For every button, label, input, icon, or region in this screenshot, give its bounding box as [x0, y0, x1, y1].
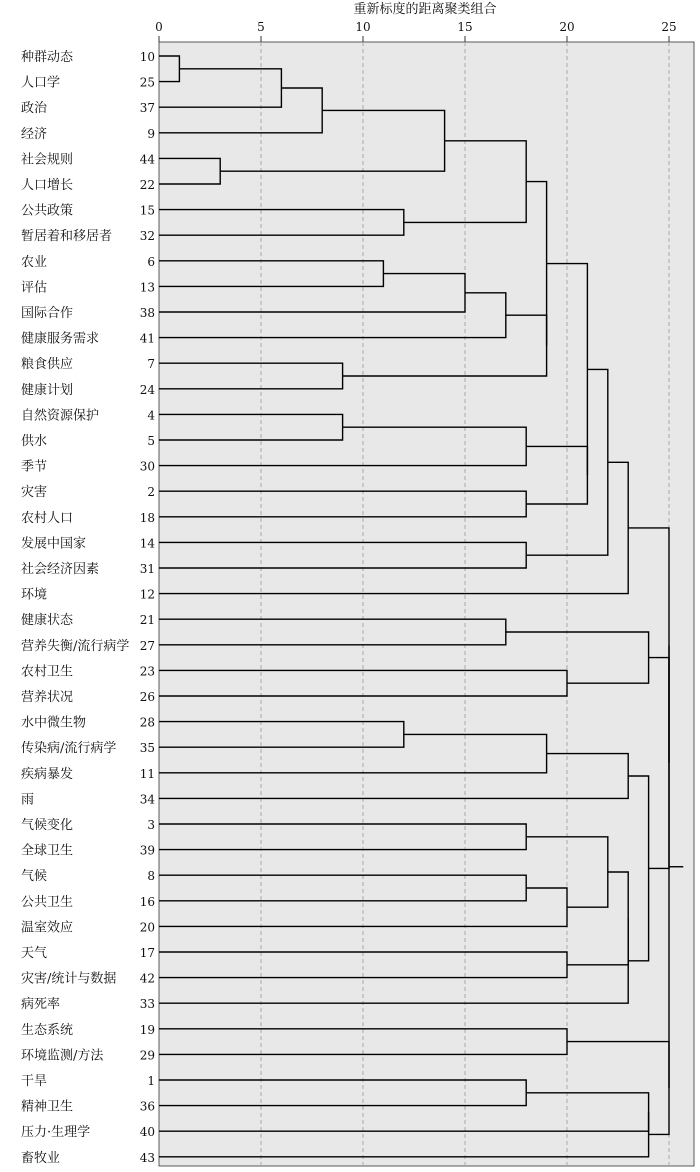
- leaf-label: 干旱: [21, 1074, 48, 1089]
- tick-label: 25: [661, 20, 677, 34]
- leaf-id: 10: [139, 50, 155, 64]
- leaf-label: 病死率: [21, 997, 61, 1013]
- chart-title: 重新标度的距离聚类组合: [353, 2, 497, 17]
- leaf-id: 2: [147, 485, 155, 500]
- leaf-label: 自然资源保护: [21, 408, 100, 424]
- leaf-label: 公共政策: [21, 203, 74, 219]
- leaf-id: 37: [139, 101, 155, 116]
- leaf-id: 28: [139, 715, 155, 730]
- leaf-id: 43: [139, 1150, 155, 1165]
- plot-area: [159, 42, 694, 1166]
- leaf-id: 6: [147, 254, 155, 269]
- leaf-id: 13: [139, 280, 155, 295]
- leaf-label: 气候: [21, 869, 48, 885]
- leaf-label: 评估: [21, 280, 48, 296]
- leaf-label: 社会规则: [21, 152, 74, 168]
- distance-axis: [155, 20, 676, 42]
- leaf-label: 天气: [21, 946, 48, 961]
- leaf-label: 健康状态: [21, 613, 74, 629]
- leaf-label: 农村人口: [21, 510, 74, 526]
- leaf-id: 26: [139, 690, 155, 704]
- leaf-id: 17: [139, 946, 155, 960]
- leaf-id: 21: [139, 613, 155, 628]
- leaf-id: 20: [139, 920, 155, 935]
- leaf-id: 32: [139, 229, 155, 244]
- leaf-id: 23: [139, 664, 155, 679]
- leaf-id: 19: [139, 1022, 155, 1037]
- leaf-label: 疾病暴发: [21, 766, 74, 782]
- tick-label: 0: [155, 20, 163, 34]
- leaf-id: 25: [139, 75, 155, 90]
- leaf-label: 经济: [21, 126, 48, 142]
- leaf-label: 传染病/流行病学: [21, 741, 117, 757]
- leaf-label: 社会经济因素: [21, 562, 100, 577]
- leaf-label: 压力·生理学: [21, 1125, 91, 1141]
- leaf-label: 健康计划: [21, 382, 74, 398]
- leaf-label: 环境: [21, 587, 48, 603]
- leaf-label: 粮食供应: [21, 357, 74, 373]
- tick-label: 15: [457, 20, 473, 34]
- leaf-label: 农业: [21, 254, 48, 270]
- leaf-id: 16: [139, 894, 155, 909]
- leaf-label: 人口学: [21, 75, 61, 91]
- leaf-id: 38: [139, 306, 155, 320]
- leaf-label: 暂居着和移居者: [21, 229, 113, 245]
- leaf-label: 种群动态: [21, 50, 74, 65]
- leaf-id: 11: [139, 766, 155, 781]
- leaf-label: 灾害: [21, 485, 48, 501]
- leaf-id: 34: [139, 792, 155, 807]
- leaf-id: 36: [139, 1099, 155, 1114]
- leaf-id: 41: [139, 331, 155, 346]
- leaf-label: 季节: [21, 459, 48, 475]
- leaf-id: 14: [139, 536, 155, 551]
- leaf-label: 雨: [21, 792, 35, 808]
- tick-label: 10: [355, 20, 371, 34]
- leaf-id: 44: [139, 152, 155, 167]
- leaf-label: 政治: [21, 101, 48, 117]
- leaf-id: 30: [139, 459, 155, 474]
- leaf-id: 40: [139, 1125, 155, 1140]
- leaf-label: 水中微生物: [21, 715, 87, 731]
- leaf-id: 9: [147, 126, 155, 141]
- leaf-id: 27: [139, 638, 155, 653]
- leaf-id: 4: [147, 408, 155, 423]
- leaf-label: 农村卫生: [21, 664, 74, 680]
- leaf-labels: [21, 49, 155, 1166]
- leaf-label: 环境监测/方法: [21, 1048, 104, 1064]
- leaf-id: 24: [139, 382, 155, 397]
- leaf-id: 3: [147, 818, 155, 832]
- leaf-id: 33: [139, 997, 155, 1012]
- leaf-label: 气候变化: [21, 818, 74, 833]
- leaf-id: 39: [139, 843, 155, 858]
- leaf-id: 1: [147, 1074, 155, 1088]
- leaf-id: 15: [139, 203, 155, 218]
- tick-label: 5: [257, 20, 265, 34]
- leaf-label: 生态系统: [21, 1022, 74, 1038]
- leaf-id: 31: [139, 562, 155, 576]
- leaf-id: 42: [139, 971, 155, 986]
- leaf-label: 公共卫生: [21, 894, 74, 910]
- leaf-label: 畜牧业: [21, 1150, 61, 1166]
- leaf-id: 35: [139, 741, 155, 756]
- leaf-label: 供水: [21, 434, 48, 449]
- leaf-label: 温室效应: [21, 920, 74, 936]
- leaf-label: 灾害/统计与数据: [21, 971, 117, 987]
- leaf-id: 22: [139, 178, 155, 192]
- leaf-label: 营养失衡/流行病学: [21, 638, 130, 654]
- leaf-id: 8: [147, 869, 155, 884]
- leaf-label: 人口增长: [21, 178, 74, 193]
- leaf-label: 营养状况: [21, 690, 74, 705]
- leaf-label: 精神卫生: [21, 1099, 74, 1115]
- leaf-id: 7: [147, 357, 155, 372]
- leaf-label: 国际合作: [21, 306, 74, 321]
- leaf-label: 全球卫生: [21, 843, 74, 859]
- leaf-id: 12: [139, 587, 155, 602]
- leaf-label: 健康服务需求: [21, 331, 100, 347]
- leaf-id: 18: [139, 510, 155, 525]
- leaf-label: 发展中国家: [21, 536, 87, 552]
- tick-label: 20: [559, 20, 575, 34]
- leaf-id: 29: [139, 1048, 155, 1063]
- leaf-id: 5: [147, 434, 155, 448]
